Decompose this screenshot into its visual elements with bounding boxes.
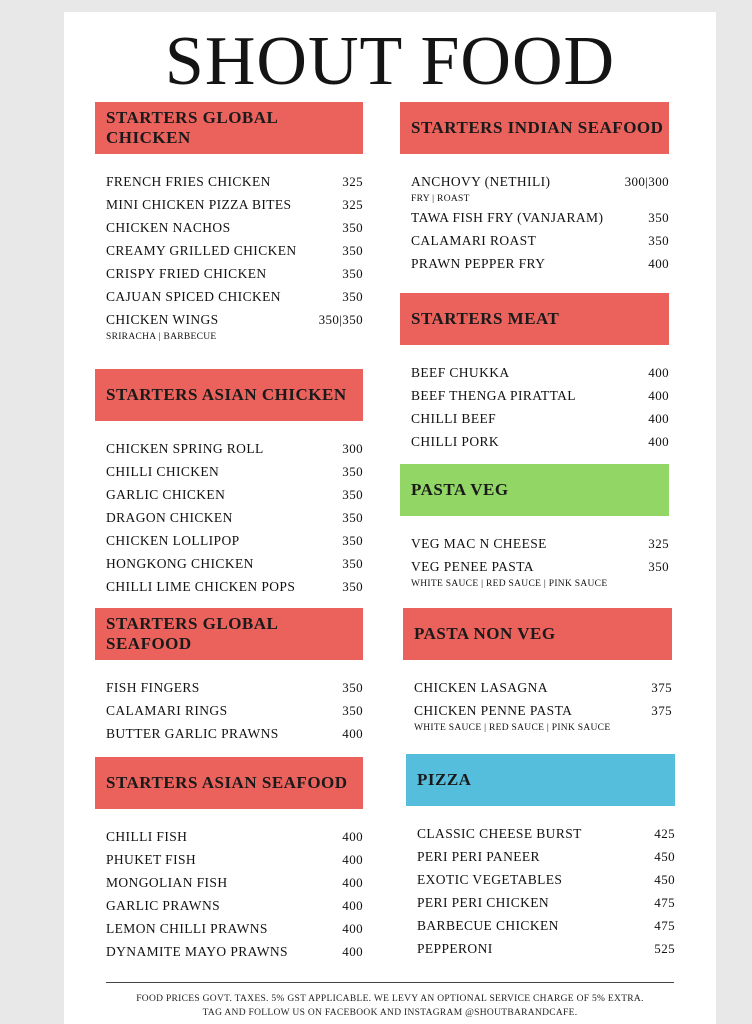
menu-section: [95, 608, 363, 745]
menu-item: [106, 506, 363, 529]
item-name: MONGOLIAN FISH: [106, 875, 228, 890]
item-price: 325: [342, 174, 363, 189]
menu-page: [64, 12, 716, 1024]
item-price: 350: [342, 680, 363, 695]
item-price: 350: [342, 510, 363, 525]
menu-item: [411, 206, 669, 229]
item-price: 400: [342, 875, 363, 890]
item-name: PERI PERI CHICKEN: [417, 895, 550, 910]
item-name: CHICKEN SPRING ROLL: [106, 441, 264, 456]
menu-section: [400, 293, 669, 453]
item-name: EXOTIC VEGETABLES: [417, 872, 563, 887]
item-price: 400: [648, 365, 669, 380]
item-note: SRIRACHA | BARBECUE: [106, 332, 217, 342]
item-price: 375: [651, 703, 672, 718]
item-price: 450: [654, 872, 675, 887]
item-note: WHITE SAUCE | RED SAUCE | PINK SAUCE: [414, 723, 611, 733]
item-price: 400: [342, 852, 363, 867]
section-heading: PASTA VEG: [400, 464, 669, 516]
item-price: 400: [342, 944, 363, 959]
item-price: 300|300: [624, 174, 669, 189]
menu-item: [417, 822, 675, 845]
item-price: 400: [342, 898, 363, 913]
item-name: CHICKEN WINGS: [106, 312, 219, 327]
menu-item: [417, 914, 675, 937]
item-price: 400: [342, 726, 363, 741]
menu-item: [106, 483, 363, 506]
item-name: VEG MAC N CHEESE: [411, 536, 547, 551]
item-name: BARBECUE CHICKEN: [417, 918, 559, 933]
item-price: 475: [654, 895, 675, 910]
menu-item: [106, 575, 363, 598]
menu-item: [106, 676, 363, 699]
footer-line-2: TAG AND FOLLOW US ON FACEBOOK AND INSTAGRAM @SHOUTBARANDCAFE.: [202, 1008, 578, 1018]
menu-item: [106, 239, 363, 262]
menu-item: [106, 699, 363, 722]
item-price: 450: [654, 849, 675, 864]
item-name: MINI CHICKEN PIZZA BITES: [106, 197, 292, 212]
item-name: ANCHOVY (NETHILI): [411, 174, 551, 189]
item-price: 350: [342, 289, 363, 304]
item-name: CHICKEN LASAGNA: [414, 680, 548, 695]
menu-item: [106, 825, 363, 848]
menu-item: [411, 170, 669, 193]
menu-item: [411, 555, 669, 578]
item-name: CHICKEN PENNE PASTA: [414, 703, 573, 718]
menu-section: [400, 464, 669, 591]
item-name: CHILLI CHICKEN: [106, 464, 220, 479]
item-price: 400: [648, 411, 669, 426]
item-price: 325: [648, 536, 669, 551]
section-heading: STARTERS ASIAN SEAFOOD: [95, 757, 363, 809]
item-price: 525: [654, 941, 675, 956]
item-name: CALAMARI RINGS: [106, 703, 228, 718]
item-price: 375: [651, 680, 672, 695]
menu-item: [106, 262, 363, 285]
item-price: 350: [342, 464, 363, 479]
item-price: 425: [654, 826, 675, 841]
menu-item: [411, 361, 669, 384]
item-price: 400: [342, 921, 363, 936]
item-name: GARLIC PRAWNS: [106, 898, 221, 913]
item-name: CREAMY GRILLED CHICKEN: [106, 243, 297, 258]
item-name: BEEF CHUKKA: [411, 365, 510, 380]
item-list: [95, 676, 363, 745]
menu-item: [106, 460, 363, 483]
item-name: VEG PENEE PASTA: [411, 559, 534, 574]
item-list: [403, 676, 672, 735]
menu-item: [106, 871, 363, 894]
item-list: [400, 361, 669, 453]
item-price: 350: [342, 266, 363, 281]
section-heading: STARTERS GLOBAL CHICKEN: [95, 102, 363, 154]
item-name: CHILLI LIME CHICKEN POPS: [106, 579, 296, 594]
item-name: GARLIC CHICKEN: [106, 487, 226, 502]
menu-item: [411, 430, 669, 453]
menu-section: [406, 754, 675, 960]
item-list: [400, 532, 669, 591]
item-name: FISH FINGERS: [106, 680, 200, 695]
item-name: CHILLI PORK: [411, 434, 500, 449]
item-price: 300: [342, 441, 363, 456]
section-heading: PIZZA: [406, 754, 675, 806]
menu-item: [106, 308, 363, 331]
menu-section: [95, 757, 363, 963]
menu-item: [411, 407, 669, 430]
item-name: DRAGON CHICKEN: [106, 510, 233, 525]
menu-item: [417, 868, 675, 891]
menu-item: [106, 917, 363, 940]
menu-item: [417, 937, 675, 960]
section-heading: STARTERS GLOBAL SEAFOOD: [95, 608, 363, 660]
item-price: 400: [648, 434, 669, 449]
item-price: 350: [648, 559, 669, 574]
item-price: 350: [342, 703, 363, 718]
item-price: 475: [654, 918, 675, 933]
item-price: 350: [342, 220, 363, 235]
item-price: 400: [648, 256, 669, 271]
menu-section: [95, 102, 363, 344]
item-name: PERI PERI PANEER: [417, 849, 540, 864]
item-name: PEPPERONI: [417, 941, 493, 956]
item-name: LEMON CHILLI PRAWNS: [106, 921, 268, 936]
item-list: [95, 170, 363, 344]
section-heading: STARTERS INDIAN SEAFOOD: [400, 102, 669, 154]
menu-item: [411, 532, 669, 555]
item-name: TAWA FISH FRY (VANJARAM): [411, 210, 604, 225]
item-name: CALAMARI ROAST: [411, 233, 537, 248]
item-price: 325: [342, 197, 363, 212]
item-note: FRY | ROAST: [411, 194, 470, 204]
item-price: 350: [342, 487, 363, 502]
item-name: CHILLI BEEF: [411, 411, 497, 426]
item-list: [95, 437, 363, 598]
item-price: 350: [342, 243, 363, 258]
item-price: 350: [648, 210, 669, 225]
menu-item: [106, 894, 363, 917]
item-price: 350: [342, 579, 363, 594]
item-name: CHICKEN LOLLIPOP: [106, 533, 240, 548]
item-price: 350: [342, 556, 363, 571]
item-name: BUTTER GARLIC PRAWNS: [106, 726, 279, 741]
menu-item: [411, 229, 669, 252]
menu-item: [106, 552, 363, 575]
menu-item: [106, 285, 363, 308]
item-name: DYNAMITE MAYO PRAWNS: [106, 944, 288, 959]
menu-item: [414, 699, 672, 722]
item-name: PHUKET FISH: [106, 852, 197, 867]
section-heading: STARTERS MEAT: [400, 293, 669, 345]
item-name: CAJUAN SPICED CHICKEN: [106, 289, 281, 304]
menu-item: [411, 252, 669, 275]
item-list: [406, 822, 675, 960]
item-name: CRISPY FRIED CHICKEN: [106, 266, 267, 281]
menu-item: [411, 384, 669, 407]
item-price: 350: [648, 233, 669, 248]
footer: [64, 992, 716, 1020]
section-heading: STARTERS ASIAN CHICKEN: [95, 369, 363, 421]
menu-section: [400, 102, 669, 275]
item-list: [400, 170, 669, 275]
item-name: CHICKEN NACHOS: [106, 220, 231, 235]
menu-item: [106, 529, 363, 552]
menu-item: [106, 216, 363, 239]
item-note: WHITE SAUCE | RED SAUCE | PINK SAUCE: [411, 579, 608, 589]
footer-divider: [106, 982, 674, 983]
menu-section: [95, 369, 363, 598]
item-price: 400: [342, 829, 363, 844]
menu-item: [106, 848, 363, 871]
item-name: PRAWN PEPPER FRY: [411, 256, 546, 271]
section-heading: PASTA NON VEG: [403, 608, 672, 660]
item-name: HONGKONG CHICKEN: [106, 556, 254, 571]
item-name: CHILLI FISH: [106, 829, 188, 844]
menu-item: [414, 676, 672, 699]
footer-line-1: FOOD PRICES GOVT. TAXES. 5% GST APPLICABLE. WE LEVY AN OPTIONAL SERVICE CHARGE OF 5% EXTRA.: [136, 994, 644, 1004]
menu-title: SHOUT FOOD: [164, 23, 616, 100]
menu-item: [106, 437, 363, 460]
menu-item: [417, 845, 675, 868]
item-price: 400: [648, 388, 669, 403]
item-name: FRENCH FRIES CHICKEN: [106, 174, 271, 189]
menu-item: [106, 940, 363, 963]
item-list: [95, 825, 363, 963]
menu-item: [106, 170, 363, 193]
item-price: 350|350: [318, 312, 363, 327]
menu-item: [417, 891, 675, 914]
item-name: CLASSIC CHEESE BURST: [417, 826, 582, 841]
item-name: BEEF THENGA PIRATTAL: [411, 388, 576, 403]
menu-item: [106, 193, 363, 216]
item-price: 350: [342, 533, 363, 548]
menu-section: [403, 608, 672, 735]
menu-item: [106, 722, 363, 745]
